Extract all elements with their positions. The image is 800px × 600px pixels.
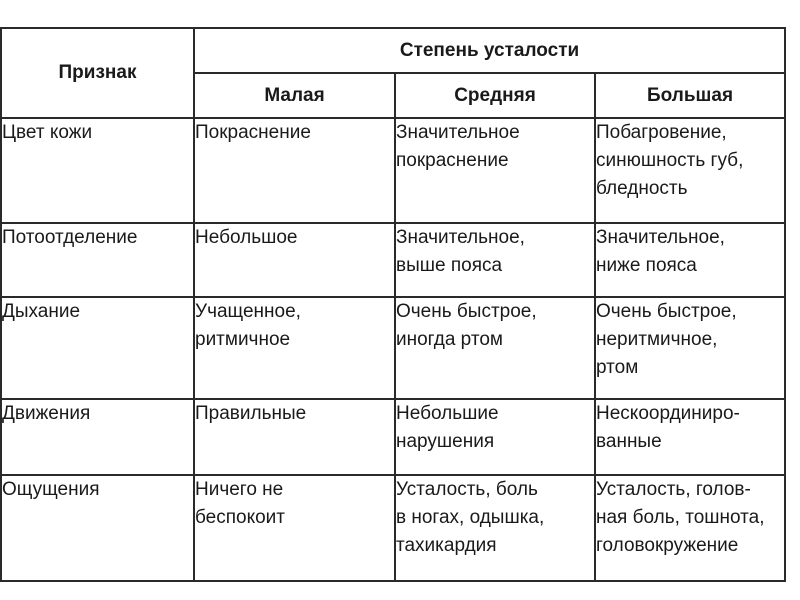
cell-large	[595, 475, 785, 581]
cell-small	[194, 475, 395, 581]
cell-medium	[395, 399, 595, 475]
cell-attribute	[1, 475, 194, 581]
cell-attribute	[1, 399, 194, 475]
cell-large-text: Очень быстрое, неритмичное, ртом	[596, 301, 737, 378]
cell-attribute-text: Цвет кожи	[2, 122, 93, 143]
cell-medium	[395, 297, 595, 399]
cell-medium-text: Усталость, боль в ногах, одышка, тахикардия	[396, 479, 545, 556]
table-row	[1, 399, 785, 475]
header-level-small	[194, 73, 395, 118]
table-body	[1, 118, 785, 581]
cell-large	[595, 118, 785, 223]
cell-large-text: Побагровение, синюшность губ, бледность	[596, 122, 744, 199]
header-level-medium-label: Средняя	[454, 84, 536, 106]
cell-large-text: Значительное, ниже пояса	[596, 227, 725, 276]
cell-large	[595, 399, 785, 475]
table-header	[1, 28, 785, 118]
cell-large	[595, 297, 785, 399]
cell-small-text: Покраснение	[195, 122, 311, 143]
cell-large-text: Нескоординиро- ванные	[596, 403, 740, 452]
cell-attribute	[1, 118, 194, 223]
cell-medium	[395, 118, 595, 223]
cell-medium-text: Значительное покраснение	[396, 122, 520, 171]
cell-attribute-text: Ощущения	[2, 479, 100, 500]
cell-medium-text: Очень быстрое, иногда ртом	[396, 301, 537, 350]
cell-small-text: Небольшое	[195, 227, 298, 248]
cell-attribute-text: Движения	[2, 403, 91, 424]
cell-attribute	[1, 223, 194, 297]
header-attribute-label: Признак	[58, 62, 137, 83]
cell-small-text: Правильные	[195, 403, 307, 424]
cell-small	[194, 297, 395, 399]
cell-attribute	[1, 297, 194, 399]
header-level-small-label: Малая	[264, 84, 325, 106]
header-level-large-label: Большая	[647, 84, 734, 106]
table-row	[1, 223, 785, 297]
cell-medium	[395, 223, 595, 297]
header-fatigue-degree	[194, 28, 785, 73]
cell-small-text: Ничего не беспокоит	[195, 479, 285, 528]
cell-small-text: Учащенное, ритмичное	[195, 301, 301, 350]
header-fatigue-degree-label: Степень усталости	[399, 39, 580, 61]
header-level-medium	[395, 73, 595, 118]
cell-medium-text: Значительное, выше пояса	[396, 227, 525, 276]
cell-large	[595, 223, 785, 297]
cell-small	[194, 118, 395, 223]
cell-medium-text: Небольшие нарушения	[396, 403, 499, 452]
table-row	[1, 475, 785, 581]
cell-small	[194, 223, 395, 297]
cell-small	[194, 399, 395, 475]
cell-large-text: Усталость, голов- ная боль, тошнота, головокружение	[596, 479, 765, 556]
cell-attribute-text: Дыхание	[2, 301, 81, 322]
table-row	[1, 118, 785, 223]
header-level-large	[595, 73, 785, 118]
cell-attribute-text: Потоотделение	[2, 227, 138, 248]
header-attribute	[1, 28, 194, 118]
fatigue-table	[0, 27, 786, 582]
cell-medium	[395, 475, 595, 581]
table-row	[1, 297, 785, 399]
